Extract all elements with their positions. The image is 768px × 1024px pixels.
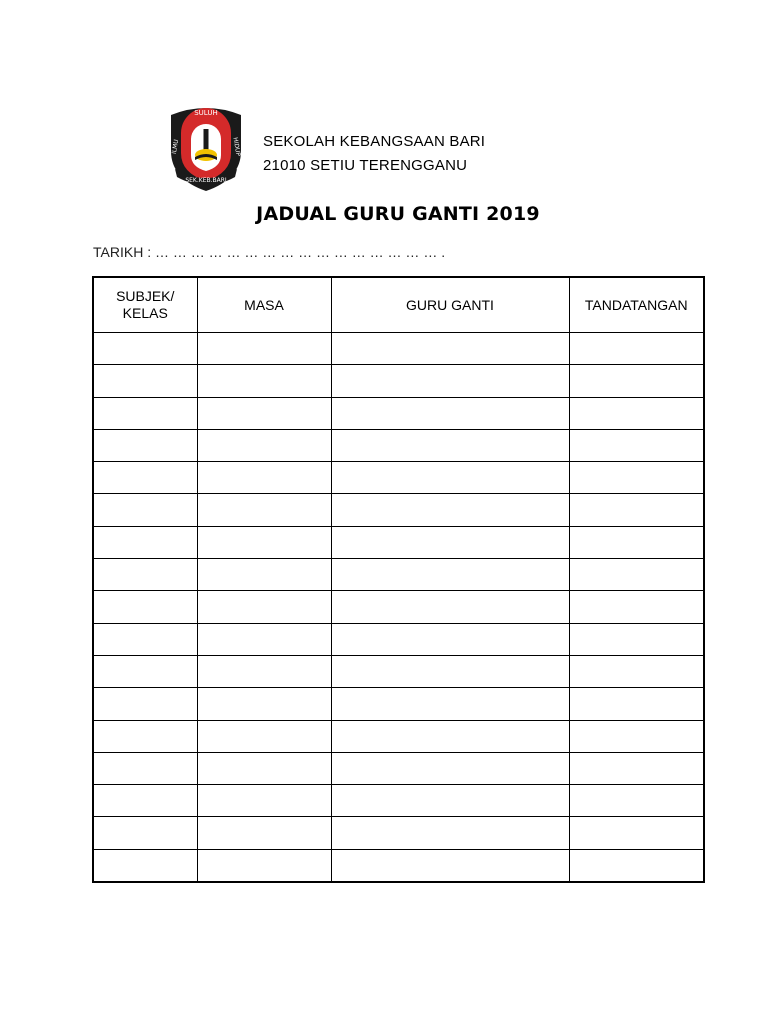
masa-cell[interactable] [197, 817, 331, 849]
guru-ganti-cell[interactable] [331, 623, 569, 655]
masa-cell[interactable] [197, 688, 331, 720]
guru-ganti-cell[interactable] [331, 785, 569, 817]
masa-cell[interactable] [197, 720, 331, 752]
masa-cell[interactable] [197, 752, 331, 784]
subjek-kelas-cell[interactable] [93, 397, 197, 429]
subjek-kelas-cell[interactable] [93, 817, 197, 849]
masa-cell[interactable] [197, 365, 331, 397]
guru-ganti-cell[interactable] [331, 429, 569, 461]
tandatangan-cell[interactable] [569, 655, 704, 687]
guru-ganti-cell[interactable] [331, 849, 569, 882]
table-row [93, 817, 704, 849]
subjek-kelas-cell[interactable] [93, 655, 197, 687]
subjek-kelas-cell[interactable] [93, 849, 197, 882]
table-row [93, 623, 704, 655]
table-row [93, 365, 704, 397]
school-name: SEKOLAH KEBANGSAAN BARI [263, 133, 486, 150]
masa-cell[interactable] [197, 849, 331, 882]
masa-cell[interactable] [197, 333, 331, 365]
school-address: 21010 SETIU TERENGGANU [263, 157, 468, 174]
crest-ribbon-text: SEK.KEB.BARI [185, 177, 227, 184]
masa-cell[interactable] [197, 591, 331, 623]
tandatangan-cell[interactable] [569, 397, 704, 429]
subjek-kelas-cell[interactable] [93, 720, 197, 752]
guru-ganti-cell[interactable] [331, 591, 569, 623]
guru-ganti-cell[interactable] [331, 752, 569, 784]
guru-ganti-cell[interactable] [331, 333, 569, 365]
guru-ganti-cell[interactable] [331, 688, 569, 720]
guru-ganti-cell[interactable] [331, 397, 569, 429]
subjek-kelas-cell[interactable] [93, 462, 197, 494]
masa-cell[interactable] [197, 526, 331, 558]
date-field: TARIKH : … … … … … … … … … … … … … … … … . [93, 244, 446, 260]
tandatangan-cell[interactable] [569, 429, 704, 461]
school-info [263, 130, 485, 178]
guru-ganti-cell[interactable] [331, 559, 569, 591]
masa-cell[interactable] [197, 655, 331, 687]
tandatangan-cell[interactable] [569, 462, 704, 494]
table-row [93, 785, 704, 817]
school-crest-logo [165, 103, 247, 193]
table-row [93, 591, 704, 623]
table-row [93, 526, 704, 558]
masa-cell[interactable] [197, 559, 331, 591]
subjek-kelas-cell[interactable] [93, 429, 197, 461]
table-row [93, 752, 704, 784]
masa-cell[interactable] [197, 397, 331, 429]
crest-motto-top: SULUH [194, 109, 218, 117]
table-row [93, 688, 704, 720]
tandatangan-cell[interactable] [569, 817, 704, 849]
guru-ganti-cell[interactable] [331, 817, 569, 849]
header-subjek-kelas: SUBJEK/ KELAS [93, 277, 197, 333]
subjek-kelas-cell[interactable] [93, 785, 197, 817]
tandatangan-cell[interactable] [569, 365, 704, 397]
tandatangan-cell[interactable] [569, 785, 704, 817]
substitute-teacher-table [92, 276, 705, 883]
table-row [93, 333, 704, 365]
header-masa: MASA [197, 277, 331, 333]
table-row [93, 655, 704, 687]
subjek-kelas-cell[interactable] [93, 623, 197, 655]
table-row [93, 462, 704, 494]
subjek-kelas-cell[interactable] [93, 591, 197, 623]
tandatangan-cell[interactable] [569, 849, 704, 882]
masa-cell[interactable] [197, 429, 331, 461]
tandatangan-cell[interactable] [569, 752, 704, 784]
document-title: JADUAL GURU GANTI 2019 [256, 203, 540, 225]
guru-ganti-cell[interactable] [331, 720, 569, 752]
table-row [93, 849, 704, 882]
table-header-row [93, 277, 704, 333]
table-row [93, 720, 704, 752]
table-row [93, 397, 704, 429]
guru-ganti-cell[interactable] [331, 462, 569, 494]
tandatangan-cell[interactable] [569, 559, 704, 591]
tandatangan-cell[interactable] [569, 688, 704, 720]
table-row [93, 429, 704, 461]
guru-ganti-cell[interactable] [331, 655, 569, 687]
tandatangan-cell[interactable] [569, 720, 704, 752]
subjek-kelas-cell[interactable] [93, 559, 197, 591]
subjek-kelas-cell[interactable] [93, 365, 197, 397]
crest-motto-left: ILMU [170, 138, 181, 155]
tandatangan-cell[interactable] [569, 333, 704, 365]
subjek-kelas-cell[interactable] [93, 526, 197, 558]
masa-cell[interactable] [197, 494, 331, 526]
table-row [93, 559, 704, 591]
tandatangan-cell[interactable] [569, 591, 704, 623]
header-tandatangan: TANDATANGAN [569, 277, 704, 333]
subjek-kelas-cell[interactable] [93, 333, 197, 365]
guru-ganti-cell[interactable] [331, 494, 569, 526]
subjek-kelas-cell[interactable] [93, 494, 197, 526]
masa-cell[interactable] [197, 623, 331, 655]
guru-ganti-cell[interactable] [331, 526, 569, 558]
guru-ganti-cell[interactable] [331, 365, 569, 397]
masa-cell[interactable] [197, 462, 331, 494]
subjek-kelas-cell[interactable] [93, 752, 197, 784]
tandatangan-cell[interactable] [569, 526, 704, 558]
crest-motto-right: HIDUP [231, 136, 242, 157]
subjek-kelas-cell[interactable] [93, 688, 197, 720]
header-guru-ganti: GURU GANTI [331, 277, 569, 333]
tandatangan-cell[interactable] [569, 494, 704, 526]
table-row [93, 494, 704, 526]
masa-cell[interactable] [197, 785, 331, 817]
tandatangan-cell[interactable] [569, 623, 704, 655]
